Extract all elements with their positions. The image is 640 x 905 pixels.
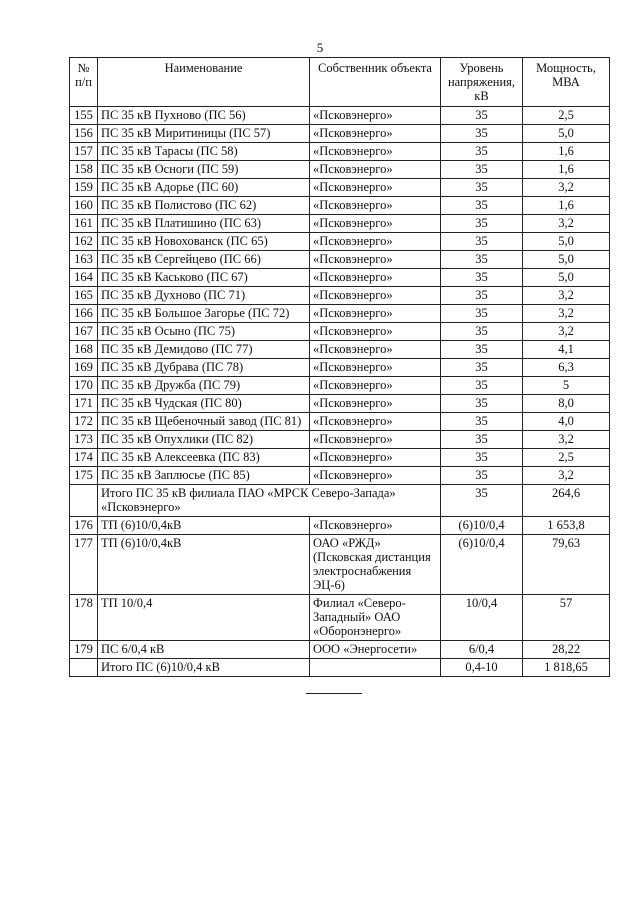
row-num: 172 — [70, 413, 98, 431]
table-row — [70, 359, 610, 377]
row-num: 155 — [70, 107, 98, 125]
header-owner: Собственник объекта — [310, 58, 441, 107]
row-num: 166 — [70, 305, 98, 323]
end-of-document-line — [306, 693, 362, 694]
row-owner: «Псковэнерго» — [310, 431, 441, 449]
table-row — [70, 215, 610, 233]
row-voltage: 35 — [441, 251, 523, 269]
header-num: № п/п — [70, 58, 98, 107]
row-num: 158 — [70, 161, 98, 179]
row-num: 163 — [70, 251, 98, 269]
row-name: ПС 35 кВ Адорье (ПС 60) — [98, 179, 310, 197]
row-owner: ООО «Энергосети» — [310, 641, 441, 659]
row-name: ТП (6)10/0,4кВ — [98, 535, 310, 595]
row-power: 2,5 — [523, 449, 610, 467]
row-num: 169 — [70, 359, 98, 377]
row-name: ПС 35 кВ Опухлики (ПС 82) — [98, 431, 310, 449]
row-owner: «Псковэнерго» — [310, 287, 441, 305]
row-name: ПС 35 кВ Заплюсье (ПС 85) — [98, 467, 310, 485]
table-row — [70, 305, 610, 323]
row-name: ПС 35 кВ Дубрава (ПС 78) — [98, 359, 310, 377]
total-label: Итого ПС (6)10/0,4 кВ — [98, 659, 310, 677]
table-row — [70, 377, 610, 395]
table-row — [70, 413, 610, 431]
row-name: ПС 35 кВ Чудская (ПС 80) — [98, 395, 310, 413]
row-power: 3,2 — [523, 215, 610, 233]
row-num: 175 — [70, 467, 98, 485]
row-owner: «Псковэнерго» — [310, 269, 441, 287]
row-num: 176 — [70, 517, 98, 535]
total-owner — [310, 659, 441, 677]
row-owner: «Псковэнерго» — [310, 305, 441, 323]
header-name: Наименование — [98, 58, 310, 107]
table-row — [70, 517, 610, 535]
table-row — [70, 449, 610, 467]
row-owner: «Псковэнерго» — [310, 395, 441, 413]
subtotal-row — [70, 485, 610, 517]
row-power: 5,0 — [523, 251, 610, 269]
table-row — [70, 179, 610, 197]
row-power: 6,3 — [523, 359, 610, 377]
row-power: 4,0 — [523, 413, 610, 431]
row-owner: «Псковэнерго» — [310, 377, 441, 395]
row-name: ПС 35 кВ Демидово (ПС 77) — [98, 341, 310, 359]
row-num: 161 — [70, 215, 98, 233]
row-voltage: 35 — [441, 269, 523, 287]
row-owner: «Псковэнерго» — [310, 179, 441, 197]
row-power: 57 — [523, 595, 610, 641]
row-owner: Филиал «Северо-Западный» ОАО «Оборонэнерго» — [310, 595, 441, 641]
header-power: Мощность, МВА — [523, 58, 610, 107]
table-row — [70, 431, 610, 449]
row-num: 160 — [70, 197, 98, 215]
row-voltage: 6/0,4 — [441, 641, 523, 659]
row-num: 157 — [70, 143, 98, 161]
row-name: ПС 35 кВ Дружба (ПС 79) — [98, 377, 310, 395]
row-voltage: 35 — [441, 395, 523, 413]
row-power: 3,2 — [523, 305, 610, 323]
row-name: ТП 10/0,4 — [98, 595, 310, 641]
row-owner: «Псковэнерго» — [310, 467, 441, 485]
row-name: ПС 35 кВ Платишино (ПС 63) — [98, 215, 310, 233]
subtotal-num — [70, 485, 98, 517]
row-power: 5,0 — [523, 269, 610, 287]
row-power: 1,6 — [523, 197, 610, 215]
subtotal-power: 264,6 — [523, 485, 610, 517]
row-power: 3,2 — [523, 467, 610, 485]
row-owner: «Псковэнерго» — [310, 449, 441, 467]
table-row — [70, 251, 610, 269]
row-power: 3,2 — [523, 431, 610, 449]
table-row — [70, 467, 610, 485]
row-voltage: 35 — [441, 215, 523, 233]
table-row — [70, 287, 610, 305]
row-owner: «Псковэнерго» — [310, 233, 441, 251]
row-num: 173 — [70, 431, 98, 449]
row-num: 168 — [70, 341, 98, 359]
page-number: 5 — [316, 40, 324, 55]
row-num: 170 — [70, 377, 98, 395]
table-row — [70, 233, 610, 251]
table-row — [70, 595, 610, 641]
row-voltage: 35 — [441, 143, 523, 161]
row-power: 1,6 — [523, 161, 610, 179]
row-power: 8,0 — [523, 395, 610, 413]
row-voltage: 35 — [441, 341, 523, 359]
row-power: 5,0 — [523, 125, 610, 143]
row-voltage: 35 — [441, 323, 523, 341]
table-row — [70, 269, 610, 287]
row-power: 2,5 — [523, 107, 610, 125]
table-row — [70, 107, 610, 125]
row-name: ПС 35 кВ Новохованск (ПС 65) — [98, 233, 310, 251]
row-power: 3,2 — [523, 323, 610, 341]
row-voltage: (6)10/0,4 — [441, 517, 523, 535]
row-voltage: (6)10/0,4 — [441, 535, 523, 595]
row-voltage: 35 — [441, 179, 523, 197]
row-voltage: 35 — [441, 305, 523, 323]
row-voltage: 35 — [441, 107, 523, 125]
row-voltage: 35 — [441, 359, 523, 377]
row-power: 5,0 — [523, 233, 610, 251]
row-voltage: 35 — [441, 125, 523, 143]
row-name: ПС 35 кВ Полистово (ПС 62) — [98, 197, 310, 215]
row-name: ПС 35 кВ Щебеночный завод (ПС 81) — [98, 413, 310, 431]
row-power: 28,22 — [523, 641, 610, 659]
row-num: 156 — [70, 125, 98, 143]
row-voltage: 35 — [441, 197, 523, 215]
row-num: 179 — [70, 641, 98, 659]
row-owner: «Псковэнерго» — [310, 107, 441, 125]
table-row — [70, 535, 610, 595]
row-name: ПС 35 кВ Тарасы (ПС 58) — [98, 143, 310, 161]
row-owner: «Псковэнерго» — [310, 197, 441, 215]
row-owner: «Псковэнерго» — [310, 251, 441, 269]
table-row — [70, 125, 610, 143]
row-voltage: 35 — [441, 449, 523, 467]
row-num: 165 — [70, 287, 98, 305]
row-name: ПС 35 кВ Миритиницы (ПС 57) — [98, 125, 310, 143]
row-power: 3,2 — [523, 287, 610, 305]
row-voltage: 35 — [441, 233, 523, 251]
row-num: 171 — [70, 395, 98, 413]
row-name: ПС 35 кВ Алексеевка (ПС 83) — [98, 449, 310, 467]
row-name: ПС 35 кВ Духново (ПС 71) — [98, 287, 310, 305]
row-name: ПС 35 кВ Сергейцево (ПС 66) — [98, 251, 310, 269]
row-name: ПС 35 кВ Осыно (ПС 75) — [98, 323, 310, 341]
row-owner: «Псковэнерго» — [310, 359, 441, 377]
row-name: ПС 6/0,4 кВ — [98, 641, 310, 659]
row-power: 1,6 — [523, 143, 610, 161]
row-owner: «Псковэнерго» — [310, 161, 441, 179]
total-power: 1 818,65 — [523, 659, 610, 677]
row-name: ПС 35 кВ Пухново (ПС 56) — [98, 107, 310, 125]
row-owner: «Псковэнерго» — [310, 215, 441, 233]
row-num: 162 — [70, 233, 98, 251]
total-row — [70, 659, 610, 677]
row-owner: «Псковэнерго» — [310, 517, 441, 535]
row-voltage: 10/0,4 — [441, 595, 523, 641]
total-num — [70, 659, 98, 677]
row-voltage: 35 — [441, 431, 523, 449]
row-owner: «Псковэнерго» — [310, 125, 441, 143]
table-row — [70, 641, 610, 659]
table-row — [70, 395, 610, 413]
row-name: ПС 35 кВ Каськово (ПС 67) — [98, 269, 310, 287]
row-name: ПС 35 кВ Большое Загорье (ПС 72) — [98, 305, 310, 323]
row-voltage: 35 — [441, 287, 523, 305]
row-power: 3,2 — [523, 179, 610, 197]
total-voltage: 0,4-10 — [441, 659, 523, 677]
row-voltage: 35 — [441, 467, 523, 485]
row-num: 178 — [70, 595, 98, 641]
table-header-row — [70, 58, 610, 107]
row-voltage: 35 — [441, 413, 523, 431]
row-num: 159 — [70, 179, 98, 197]
row-power: 79,63 — [523, 535, 610, 595]
table-row — [70, 197, 610, 215]
row-num: 174 — [70, 449, 98, 467]
subtotal-label: Итого ПС 35 кВ филиала ПАО «МРСК Северо-Запада» «Псковэнерго» — [98, 485, 441, 517]
row-name: ТП (6)10/0,4кВ — [98, 517, 310, 535]
row-num: 167 — [70, 323, 98, 341]
row-owner: «Псковэнерго» — [310, 143, 441, 161]
row-power: 5 — [523, 377, 610, 395]
header-voltage: Уровень напряжения, кВ — [441, 58, 523, 107]
table-row — [70, 161, 610, 179]
row-power: 1 653,8 — [523, 517, 610, 535]
table-row — [70, 323, 610, 341]
row-num: 177 — [70, 535, 98, 595]
subtotal-voltage: 35 — [441, 485, 523, 517]
row-owner: «Псковэнерго» — [310, 413, 441, 431]
table-row — [70, 143, 610, 161]
table-row — [70, 341, 610, 359]
row-num: 164 — [70, 269, 98, 287]
substation-table — [69, 57, 610, 677]
row-name: ПС 35 кВ Осноги (ПС 59) — [98, 161, 310, 179]
row-owner: «Псковэнерго» — [310, 323, 441, 341]
row-power: 4,1 — [523, 341, 610, 359]
row-voltage: 35 — [441, 161, 523, 179]
row-owner: «Псковэнерго» — [310, 341, 441, 359]
row-voltage: 35 — [441, 377, 523, 395]
row-owner: ОАО «РЖД» (Псковская дистанция электроснабжения ЭЦ-6) — [310, 535, 441, 595]
